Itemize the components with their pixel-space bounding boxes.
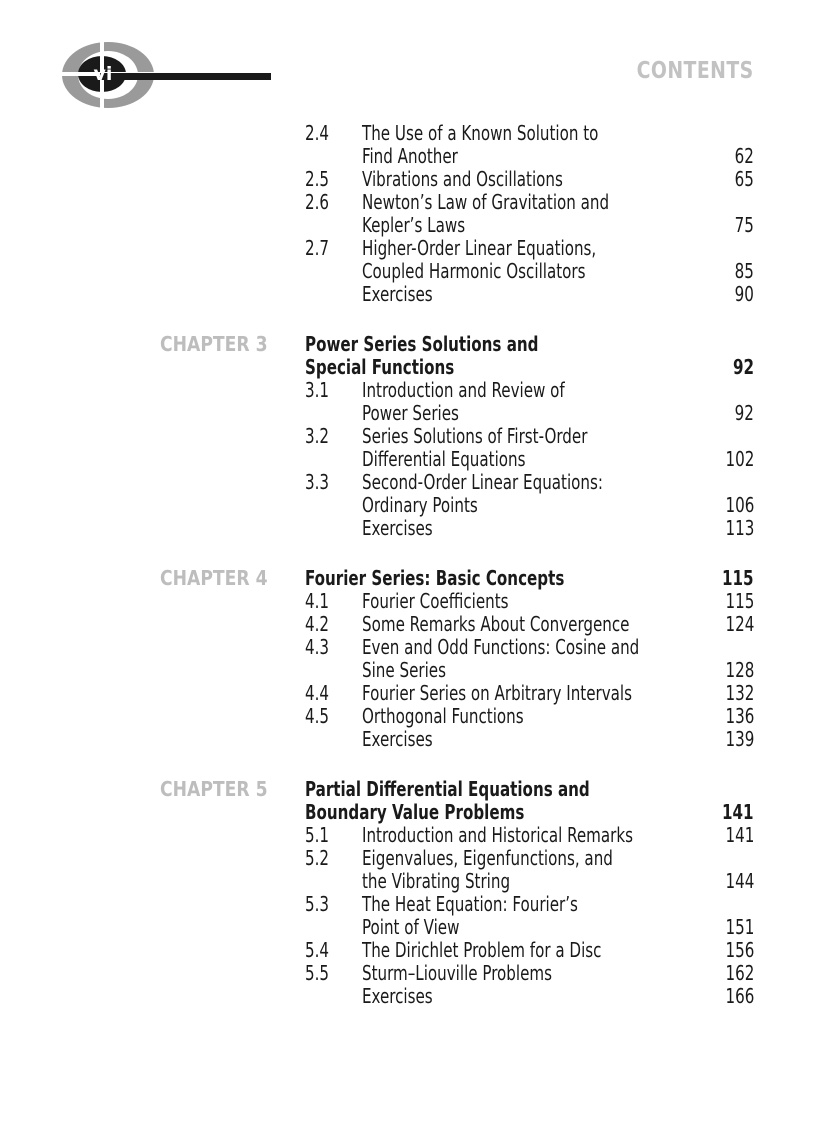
section-number: 3.2 — [305, 424, 330, 448]
chapter-title: Power Series Solutions and — [305, 332, 539, 356]
section-title: Coupled Harmonic Oscillators — [362, 259, 586, 283]
section-title: Orthogonal Functions — [362, 704, 524, 728]
section-gap — [0, 540, 816, 567]
section-title: Fourier Coefficients — [362, 589, 509, 613]
section-number: 2.4 — [305, 121, 330, 145]
section-title: Differential Equations — [362, 447, 526, 471]
section-title: Newton’s Law of Gravitation and — [362, 190, 610, 214]
section-number: 4.5 — [305, 704, 330, 728]
toc-entry-line — [0, 893, 816, 916]
chapter-heading-line — [0, 567, 816, 590]
toc-entry-line — [0, 425, 816, 448]
running-head: CONTENTS — [637, 58, 754, 84]
section-number: 5.4 — [305, 938, 330, 962]
section-number: 4.1 — [305, 589, 330, 613]
toc-entry-line — [0, 283, 816, 306]
toc-entry-line — [0, 728, 816, 751]
section-title: Higher-Order Linear Equations, — [362, 236, 597, 260]
section-title: Find Another — [362, 144, 458, 168]
chapter-heading-line — [0, 356, 816, 379]
section-number: 2.7 — [305, 236, 330, 260]
section-page: 124 — [725, 612, 754, 636]
toc-entry-line — [0, 191, 816, 214]
chapter-title: Boundary Value Problems — [305, 800, 525, 824]
chapter-page: 92 — [732, 355, 754, 379]
section-title: Exercises — [362, 282, 433, 306]
chapter-heading-line — [0, 333, 816, 356]
section-number: 5.2 — [305, 846, 330, 870]
toc-entry-line — [0, 402, 816, 425]
toc-entry-line — [0, 590, 816, 613]
toc-entry-line — [0, 916, 816, 939]
chapter-page: 115 — [722, 566, 754, 590]
toc-entry-line — [0, 636, 816, 659]
section-number: 4.3 — [305, 635, 330, 659]
toc-entry-line — [0, 659, 816, 682]
section-title: the Vibrating String — [362, 869, 511, 893]
section-title: Exercises — [362, 516, 433, 540]
section-title: Fourier Series on Arbitrary Intervals — [362, 681, 632, 705]
toc-entry-line — [0, 260, 816, 283]
section-page: 62 — [734, 144, 754, 168]
section-title: Sturm–Liouville Problems — [362, 961, 552, 985]
section-page: 132 — [725, 681, 754, 705]
toc-entry-line — [0, 379, 816, 402]
toc-entry-line — [0, 705, 816, 728]
section-number: 2.5 — [305, 167, 330, 191]
section-number: 3.1 — [305, 378, 330, 402]
section-page: 92 — [734, 401, 754, 425]
section-title: Vibrations and Oscillations — [362, 167, 563, 191]
toc-entry-line — [0, 168, 816, 191]
chapter-label: CHAPTER 5 — [160, 777, 268, 801]
toc-entry-line — [0, 448, 816, 471]
section-title: Introduction and Review of — [362, 378, 565, 402]
section-page: 144 — [725, 869, 754, 893]
chapter-heading-line — [0, 778, 816, 801]
section-page: 166 — [725, 984, 754, 1008]
chapter-title: Partial Differential Equations and — [305, 777, 590, 801]
section-number: 4.4 — [305, 681, 330, 705]
toc-entry-line — [0, 824, 816, 847]
section-page: 156 — [725, 938, 754, 962]
section-page: 141 — [725, 823, 754, 847]
toc-entry-line — [0, 613, 816, 636]
section-number: 5.3 — [305, 892, 330, 916]
section-title: The Heat Equation: Fourier’s — [362, 892, 578, 916]
page-number: vi — [93, 63, 113, 85]
chapter-heading-line — [0, 801, 816, 824]
section-number: 4.2 — [305, 612, 330, 636]
section-page: 113 — [725, 516, 754, 540]
section-number: 3.3 — [305, 470, 330, 494]
table-of-contents — [0, 122, 816, 1008]
section-title: Sine Series — [362, 658, 446, 682]
chapter-label: CHAPTER 4 — [160, 566, 268, 590]
section-title: Second-Order Linear Equations: — [362, 470, 603, 494]
chapter-title: Fourier Series: Basic Concepts — [305, 566, 565, 590]
section-page: 136 — [725, 704, 754, 728]
section-gap — [0, 306, 816, 333]
section-number: 5.1 — [305, 823, 330, 847]
section-title: Introduction and Historical Remarks — [362, 823, 633, 847]
toc-entry-line — [0, 214, 816, 237]
section-title: Series Solutions of First-Order — [362, 424, 588, 448]
section-title: Exercises — [362, 984, 433, 1008]
section-title: Exercises — [362, 727, 433, 751]
toc-entry-line — [0, 145, 816, 168]
section-title: Even and Odd Functions: Cosine and — [362, 635, 640, 659]
section-page: 128 — [725, 658, 754, 682]
toc-entry-line — [0, 939, 816, 962]
toc-entry-line — [0, 471, 816, 494]
section-title: Eigenvalues, Eigenfunctions, and — [362, 846, 613, 870]
section-page: 115 — [725, 589, 754, 613]
section-gap — [0, 751, 816, 778]
chapter-label: CHAPTER 3 — [160, 332, 268, 356]
toc-entry-line — [0, 985, 816, 1008]
toc-entry-line — [0, 494, 816, 517]
section-title: The Use of a Known Solution to — [362, 121, 599, 145]
section-page: 102 — [725, 447, 754, 471]
chapter-page: 141 — [722, 800, 754, 824]
toc-entry-line — [0, 870, 816, 893]
toc-entry-line — [0, 237, 816, 260]
section-number: 5.5 — [305, 961, 330, 985]
section-title: Point of View — [362, 915, 460, 939]
toc-entry-line — [0, 847, 816, 870]
section-page: 106 — [725, 493, 754, 517]
section-title: Power Series — [362, 401, 459, 425]
section-title: Some Remarks About Convergence — [362, 612, 630, 636]
section-title: Kepler’s Laws — [362, 213, 466, 237]
toc-entry-line — [0, 517, 816, 540]
section-page: 75 — [734, 213, 754, 237]
toc-entry-line — [0, 962, 816, 985]
section-page: 151 — [725, 915, 754, 939]
section-page: 90 — [734, 282, 754, 306]
chapter-title: Special Functions — [305, 355, 455, 379]
toc-entry-line — [0, 682, 816, 705]
section-page: 162 — [725, 961, 754, 985]
section-title: The Dirichlet Problem for a Disc — [362, 938, 602, 962]
section-title: Ordinary Points — [362, 493, 478, 517]
section-page: 65 — [734, 167, 754, 191]
toc-entry-line — [0, 122, 816, 145]
section-number: 2.6 — [305, 190, 330, 214]
section-page: 85 — [734, 259, 754, 283]
section-page: 139 — [725, 727, 754, 751]
